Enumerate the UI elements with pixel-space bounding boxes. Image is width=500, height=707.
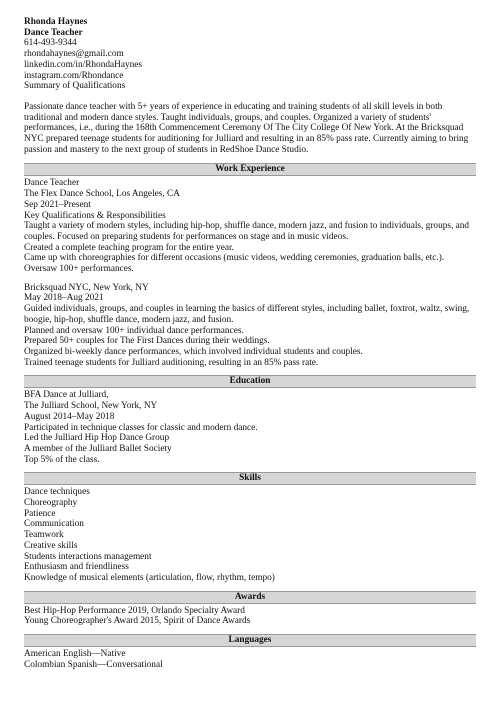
summary-line: traditional and modern dance styles. Taught individuals, groups, and couples. Organized a variety of students': [24, 112, 432, 123]
language-item: American English—Native: [24, 649, 126, 660]
job-line: Came up with choreographies for different occasions (music videos, wedding ceremonies, graduation balls, etc.).: [24, 253, 445, 264]
job-line: Dance Teacher: [24, 178, 80, 189]
languages-list: [24, 649, 476, 670]
education-line: Top 5% of the class.: [24, 454, 100, 465]
skill-item: Creative skills: [24, 540, 78, 551]
language-item: Colombian Spanish—Conversational: [24, 659, 163, 670]
awards-heading: Awards: [24, 591, 476, 604]
candidate-name: Rhonda Haynes: [24, 17, 88, 27]
job-line: The Flex Dance School, Los Angeles, CA: [24, 189, 180, 200]
job-line: Taught a variety of modern styles, including hip-hop, shuffle dance, modern jazz, and fusion to individuals, groups, and: [24, 221, 470, 232]
education-line: The Julliard School, New York, NY: [24, 401, 158, 412]
education-list: [24, 390, 476, 465]
job-title: Dance Teacher: [24, 27, 83, 38]
summary-line: Passionate dance teacher with 5+ years of experience in educating and training students of all skill levels in both: [24, 101, 443, 112]
skill-item: Patience: [24, 508, 56, 519]
work-experience-heading: Work Experience: [24, 163, 476, 176]
skills-heading: Skills: [24, 472, 476, 485]
summary-line: NYC prepared teenage students for auditioning for Julliard and resulting in an 85% pass rate. Currently aiming to bring: [24, 134, 469, 145]
award-item: Best Hip-Hop Performance 2019, Orlando Specialty Award: [24, 605, 245, 616]
phone-number: 614-493-9344: [24, 38, 77, 49]
job-line: Prepared 50+ couples for The First Dances during their weddings.: [24, 336, 270, 347]
education-line: August 2014–May 2018: [24, 411, 115, 422]
summary-paragraph: [24, 102, 476, 156]
skill-item: Enthusiasm and friendliness: [24, 562, 129, 573]
languages-heading: Languages: [24, 634, 476, 647]
skill-item: Teamwork: [24, 530, 64, 541]
awards-list: [24, 606, 476, 627]
email-address[interactable]: rhondahaynes@gmail.com: [24, 49, 124, 60]
summary-heading: Summary of Qualifications: [24, 81, 126, 92]
job-line: Oversaw 100+ performances.: [24, 264, 134, 275]
summary-line: performances, i.e., during the 168th Commencement Ceremony Of The City College Of New York. At the Bricksquad: [24, 123, 464, 134]
job-line: Sep 2021–Present: [24, 199, 91, 210]
job-line: Created a complete teaching program for the entire year.: [24, 242, 234, 253]
skills-list: [24, 487, 476, 583]
instagram-link[interactable]: instagram.com/Rhondance: [24, 70, 124, 81]
job-line: Trained teenage students for Julliard auditioning, resulting in an 85% pass rate.: [24, 357, 319, 368]
job-entry: [24, 283, 476, 369]
job-line: couples. Focused on preparing students for performances on stage and in music videos.: [24, 231, 349, 242]
resume-header: [24, 17, 476, 92]
education-line: Led the Julliard Hip Hop Dance Group: [24, 433, 170, 444]
education-line: BFA Dance at Julliard,: [24, 390, 109, 401]
award-item: Young Choreographer's Award 2015, Spirit of Dance Awards: [24, 616, 251, 627]
summary-line: passion and mastery to the next group of students in RedShoe Dance Studio.: [24, 144, 309, 155]
linkedin-link[interactable]: linkedin.com/in/RhondaHaynes: [24, 59, 142, 70]
job-line: Planned and oversaw 100+ individual dance performances.: [24, 325, 244, 336]
skill-item: Communication: [24, 519, 84, 530]
job-entry: [24, 178, 476, 274]
skill-item: Dance techniques: [24, 487, 90, 498]
education-line: A member of the Julliard Ballet Society: [24, 443, 172, 454]
job-line: boogie, hip-hop, shuffle dance, modern jazz, and fusion.: [24, 314, 234, 325]
job-line: May 2018–Aug 2021: [24, 293, 104, 304]
job-line: Key Qualifications & Responsibilities: [24, 210, 166, 221]
skill-item: Students interactions management: [24, 551, 152, 562]
skill-item: Knowledge of musical elements (articulation, flow, rhythm, tempo): [24, 572, 275, 583]
job-line: Organized bi-weekly dance performances, which involved individual students and couples.: [24, 346, 363, 357]
job-line: Bricksquad NYC, New York, NY: [24, 282, 149, 293]
education-heading: Education: [24, 375, 476, 388]
job-line: Guided individuals, groups, and couples in learning the basics of different styles, including ballet, foxtrot, waltz, swing,: [24, 304, 470, 315]
education-line: Participated in technique classes for classic and modern dance.: [24, 422, 258, 433]
skill-item: Choreography: [24, 498, 78, 509]
